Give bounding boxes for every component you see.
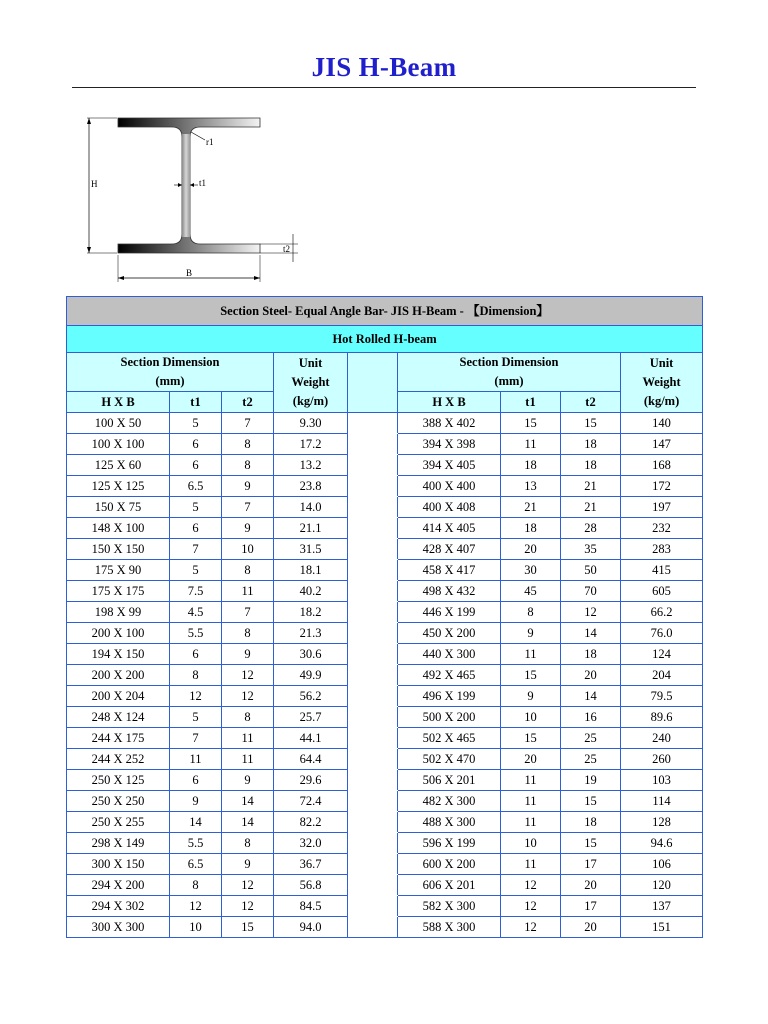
left-t2-cell: 7 (222, 602, 274, 623)
right-t1-cell: 20 (501, 749, 561, 770)
right-weight-cell: 76.0 (621, 623, 703, 644)
right-t2-cell: 20 (561, 875, 621, 896)
right-t2-cell: 15 (561, 833, 621, 854)
left-weight-cell: 44.1 (274, 728, 348, 749)
right-t1-cell: 12 (501, 917, 561, 938)
left-size-cell: 200 X 204 (67, 686, 170, 707)
right-size-cell: 400 X 408 (398, 497, 501, 518)
right-weight-cell: 140 (621, 413, 703, 434)
left-size-cell: 300 X 300 (67, 917, 170, 938)
right-t1-cell: 18 (501, 455, 561, 476)
right-t1-cell: 21 (501, 497, 561, 518)
table-row (67, 581, 703, 602)
table-caption: Section Steel- Equal Angle Bar- JIS H-Beam - 【Dimension】 (67, 297, 703, 326)
right-weight-cell: 172 (621, 476, 703, 497)
left-weight-cell: 29.6 (274, 770, 348, 791)
right-weight-cell: 415 (621, 560, 703, 581)
column-gap (348, 791, 398, 812)
right-size-cell: 498 X 432 (398, 581, 501, 602)
header-gap (348, 353, 398, 413)
left-weight-cell: 94.0 (274, 917, 348, 938)
left-t2-cell: 11 (222, 728, 274, 749)
left-t1-cell: 7 (170, 539, 222, 560)
right-weight-cell: 147 (621, 434, 703, 455)
right-t2-cell: 25 (561, 749, 621, 770)
left-t1-cell: 14 (170, 812, 222, 833)
header-unit-text: Unit (298, 356, 323, 370)
column-gap (348, 581, 398, 602)
header-section-dimension-right (398, 353, 621, 392)
left-t2-cell: 12 (222, 665, 274, 686)
left-t1-cell: 8 (170, 875, 222, 896)
right-size-cell: 482 X 300 (398, 791, 501, 812)
left-size-cell: 125 X 125 (67, 476, 170, 497)
left-t1-cell: 5 (170, 497, 222, 518)
left-size-cell: 150 X 150 (67, 539, 170, 560)
left-size-cell: 150 X 75 (67, 497, 170, 518)
left-t2-cell: 9 (222, 770, 274, 791)
right-weight-cell: 94.6 (621, 833, 703, 854)
right-t1-cell: 45 (501, 581, 561, 602)
right-weight-cell: 283 (621, 539, 703, 560)
left-size-cell: 300 X 150 (67, 854, 170, 875)
right-size-cell: 492 X 465 (398, 665, 501, 686)
left-t1-cell: 6 (170, 455, 222, 476)
right-t1-cell: 15 (501, 728, 561, 749)
column-gap (348, 455, 398, 476)
column-gap (348, 413, 398, 434)
table-row (67, 455, 703, 476)
left-weight-cell: 72.4 (274, 791, 348, 812)
right-t2-cell: 18 (561, 455, 621, 476)
left-size-cell: 194 X 150 (67, 644, 170, 665)
right-t2-cell: 50 (561, 560, 621, 581)
column-gap (348, 728, 398, 749)
h-beam-dimension-table (66, 296, 703, 938)
right-t2-cell: 21 (561, 497, 621, 518)
header-unit-text: Unit (649, 356, 674, 370)
right-weight-cell: 137 (621, 896, 703, 917)
column-gap (348, 875, 398, 896)
right-t2-cell: 14 (561, 623, 621, 644)
table-row (67, 539, 703, 560)
right-t2-cell: 15 (561, 413, 621, 434)
left-weight-cell: 30.6 (274, 644, 348, 665)
left-size-cell: 298 X 149 (67, 833, 170, 854)
right-t1-cell: 30 (501, 560, 561, 581)
right-t1-cell: 18 (501, 518, 561, 539)
left-size-cell: 200 X 100 (67, 623, 170, 644)
left-t2-cell: 9 (222, 854, 274, 875)
header-t1-left: t1 (170, 392, 222, 413)
column-gap (348, 602, 398, 623)
right-t2-cell: 21 (561, 476, 621, 497)
table-row (67, 665, 703, 686)
header-mm-text: (mm) (494, 374, 524, 388)
right-size-cell: 428 X 407 (398, 539, 501, 560)
column-gap (348, 644, 398, 665)
header-kgm-text: (kg/m) (643, 394, 680, 408)
right-t2-cell: 14 (561, 686, 621, 707)
left-weight-cell: 18.2 (274, 602, 348, 623)
left-t2-cell: 9 (222, 476, 274, 497)
left-weight-cell: 18.1 (274, 560, 348, 581)
left-size-cell: 244 X 252 (67, 749, 170, 770)
left-t1-cell: 5.5 (170, 833, 222, 854)
left-t2-cell: 14 (222, 812, 274, 833)
right-weight-cell: 66.2 (621, 602, 703, 623)
left-t2-cell: 10 (222, 539, 274, 560)
left-size-cell: 294 X 200 (67, 875, 170, 896)
table-row (67, 770, 703, 791)
table-row (67, 875, 703, 896)
left-t1-cell: 7.5 (170, 581, 222, 602)
right-t1-cell: 9 (501, 623, 561, 644)
table-row (67, 518, 703, 539)
right-t2-cell: 28 (561, 518, 621, 539)
left-weight-cell: 40.2 (274, 581, 348, 602)
right-size-cell: 388 X 402 (398, 413, 501, 434)
left-t1-cell: 6 (170, 518, 222, 539)
table-row (67, 833, 703, 854)
right-weight-cell: 124 (621, 644, 703, 665)
left-weight-cell: 84.5 (274, 896, 348, 917)
page-title: JIS H-Beam (311, 52, 457, 82)
header-unit-weight-right (621, 353, 703, 413)
right-size-cell: 414 X 405 (398, 518, 501, 539)
table-row (67, 434, 703, 455)
label-t2: t2 (283, 244, 291, 254)
left-t2-cell: 15 (222, 917, 274, 938)
right-t2-cell: 20 (561, 917, 621, 938)
left-t1-cell: 12 (170, 686, 222, 707)
right-weight-cell: 168 (621, 455, 703, 476)
header-section-dimension-text: Section Dimension (120, 355, 220, 369)
right-size-cell: 446 X 199 (398, 602, 501, 623)
left-t1-cell: 6 (170, 644, 222, 665)
right-size-cell: 506 X 201 (398, 770, 501, 791)
right-size-cell: 400 X 400 (398, 476, 501, 497)
right-size-cell: 488 X 300 (398, 812, 501, 833)
left-t2-cell: 11 (222, 581, 274, 602)
left-size-cell: 100 X 100 (67, 434, 170, 455)
beam-web (182, 134, 190, 237)
column-gap (348, 833, 398, 854)
right-t2-cell: 18 (561, 434, 621, 455)
left-size-cell: 175 X 175 (67, 581, 170, 602)
left-weight-cell: 31.5 (274, 539, 348, 560)
left-t2-cell: 12 (222, 875, 274, 896)
right-t2-cell: 19 (561, 770, 621, 791)
column-gap (348, 476, 398, 497)
left-size-cell: 198 X 99 (67, 602, 170, 623)
column-gap (348, 434, 398, 455)
column-gap (348, 854, 398, 875)
left-weight-cell: 9.30 (274, 413, 348, 434)
right-weight-cell: 204 (621, 665, 703, 686)
left-t1-cell: 5 (170, 707, 222, 728)
right-weight-cell: 106 (621, 854, 703, 875)
right-t1-cell: 15 (501, 413, 561, 434)
table-row (67, 623, 703, 644)
column-gap (348, 686, 398, 707)
left-weight-cell: 56.2 (274, 686, 348, 707)
left-weight-cell: 82.2 (274, 812, 348, 833)
left-t2-cell: 8 (222, 707, 274, 728)
left-size-cell: 125 X 60 (67, 455, 170, 476)
column-gap (348, 665, 398, 686)
left-t2-cell: 9 (222, 644, 274, 665)
right-size-cell: 596 X 199 (398, 833, 501, 854)
right-weight-cell: 103 (621, 770, 703, 791)
right-size-cell: 394 X 405 (398, 455, 501, 476)
right-t1-cell: 12 (501, 896, 561, 917)
left-t2-cell: 8 (222, 560, 274, 581)
title-divider (72, 87, 696, 88)
left-t2-cell: 12 (222, 686, 274, 707)
column-gap (348, 896, 398, 917)
left-t2-cell: 7 (222, 497, 274, 518)
table-row (67, 686, 703, 707)
right-weight-cell: 120 (621, 875, 703, 896)
right-weight-cell: 197 (621, 497, 703, 518)
left-t2-cell: 8 (222, 623, 274, 644)
left-weight-cell: 21.3 (274, 623, 348, 644)
right-size-cell: 458 X 417 (398, 560, 501, 581)
left-weight-cell: 21.1 (274, 518, 348, 539)
header-t2-left: t2 (222, 392, 274, 413)
column-gap (348, 812, 398, 833)
table-row (67, 413, 703, 434)
right-t1-cell: 12 (501, 875, 561, 896)
left-t1-cell: 6 (170, 770, 222, 791)
right-weight-cell: 128 (621, 812, 703, 833)
left-weight-cell: 49.9 (274, 665, 348, 686)
left-size-cell: 148 X 100 (67, 518, 170, 539)
right-t1-cell: 11 (501, 644, 561, 665)
right-weight-cell: 114 (621, 791, 703, 812)
left-weight-cell: 17.2 (274, 434, 348, 455)
left-size-cell: 200 X 200 (67, 665, 170, 686)
left-size-cell: 250 X 255 (67, 812, 170, 833)
right-t1-cell: 11 (501, 791, 561, 812)
right-t1-cell: 8 (501, 602, 561, 623)
right-t1-cell: 11 (501, 854, 561, 875)
header-t2-right: t2 (561, 392, 621, 413)
table-subcaption: Hot Rolled H-beam (67, 326, 703, 353)
left-t1-cell: 5 (170, 413, 222, 434)
left-size-cell: 250 X 250 (67, 791, 170, 812)
table-row (67, 854, 703, 875)
left-t1-cell: 5 (170, 560, 222, 581)
right-size-cell: 496 X 199 (398, 686, 501, 707)
left-t1-cell: 11 (170, 749, 222, 770)
right-t2-cell: 18 (561, 644, 621, 665)
table-row (67, 602, 703, 623)
label-r1: r1 (206, 137, 214, 147)
right-size-cell: 502 X 470 (398, 749, 501, 770)
column-gap (348, 518, 398, 539)
right-t1-cell: 20 (501, 539, 561, 560)
column-gap (348, 497, 398, 518)
table-row (67, 791, 703, 812)
left-t1-cell: 8 (170, 665, 222, 686)
right-t2-cell: 12 (561, 602, 621, 623)
label-h: H (91, 179, 98, 189)
header-mm-text: (mm) (155, 374, 185, 388)
right-t1-cell: 10 (501, 833, 561, 854)
left-t1-cell: 7 (170, 728, 222, 749)
right-t1-cell: 10 (501, 707, 561, 728)
left-weight-cell: 64.4 (274, 749, 348, 770)
right-t2-cell: 17 (561, 854, 621, 875)
right-t2-cell: 16 (561, 707, 621, 728)
left-weight-cell: 14.0 (274, 497, 348, 518)
right-size-cell: 600 X 200 (398, 854, 501, 875)
right-size-cell: 588 X 300 (398, 917, 501, 938)
table-row (67, 644, 703, 665)
right-t1-cell: 11 (501, 770, 561, 791)
left-weight-cell: 13.2 (274, 455, 348, 476)
header-section-dimension-left (67, 353, 274, 392)
column-gap (348, 560, 398, 581)
right-size-cell: 606 X 201 (398, 875, 501, 896)
header-unit-weight-left (274, 353, 348, 413)
left-weight-cell: 36.7 (274, 854, 348, 875)
column-gap (348, 707, 398, 728)
label-t1: t1 (199, 178, 207, 188)
header-t1-right: t1 (501, 392, 561, 413)
left-t1-cell: 5.5 (170, 623, 222, 644)
table-row (67, 707, 703, 728)
left-size-cell: 248 X 124 (67, 707, 170, 728)
left-t2-cell: 12 (222, 896, 274, 917)
header-section-dimension-text: Section Dimension (459, 355, 559, 369)
right-weight-cell: 232 (621, 518, 703, 539)
h-beam-diagram (84, 112, 304, 287)
table-row (67, 896, 703, 917)
header-weight-text: Weight (642, 375, 681, 389)
left-size-cell: 250 X 125 (67, 770, 170, 791)
right-t1-cell: 9 (501, 686, 561, 707)
label-b: B (186, 268, 193, 278)
right-t1-cell: 11 (501, 434, 561, 455)
right-t1-cell: 11 (501, 812, 561, 833)
right-size-cell: 502 X 465 (398, 728, 501, 749)
column-gap (348, 917, 398, 938)
table-row (67, 497, 703, 518)
left-weight-cell: 25.7 (274, 707, 348, 728)
right-weight-cell: 151 (621, 917, 703, 938)
right-size-cell: 450 X 200 (398, 623, 501, 644)
left-t2-cell: 9 (222, 518, 274, 539)
left-t2-cell: 11 (222, 749, 274, 770)
right-size-cell: 500 X 200 (398, 707, 501, 728)
right-t2-cell: 15 (561, 791, 621, 812)
table-row (67, 812, 703, 833)
left-t1-cell: 6 (170, 434, 222, 455)
left-size-cell: 100 X 50 (67, 413, 170, 434)
header-weight-text: Weight (291, 375, 330, 389)
right-t1-cell: 15 (501, 665, 561, 686)
header-kgm-text: (kg/m) (292, 394, 329, 408)
column-gap (348, 539, 398, 560)
left-size-cell: 244 X 175 (67, 728, 170, 749)
header-hxb-left: H X B (67, 392, 170, 413)
left-t1-cell: 10 (170, 917, 222, 938)
header-hxb-right: H X B (398, 392, 501, 413)
right-weight-cell: 240 (621, 728, 703, 749)
column-gap (348, 770, 398, 791)
right-weight-cell: 260 (621, 749, 703, 770)
table-row (67, 728, 703, 749)
right-size-cell: 440 X 300 (398, 644, 501, 665)
right-weight-cell: 89.6 (621, 707, 703, 728)
left-weight-cell: 23.8 (274, 476, 348, 497)
right-weight-cell: 79.5 (621, 686, 703, 707)
left-size-cell: 294 X 302 (67, 896, 170, 917)
left-t1-cell: 4.5 (170, 602, 222, 623)
left-t1-cell: 9 (170, 791, 222, 812)
right-t2-cell: 20 (561, 665, 621, 686)
right-size-cell: 394 X 398 (398, 434, 501, 455)
left-t1-cell: 6.5 (170, 854, 222, 875)
column-gap (348, 623, 398, 644)
right-t2-cell: 25 (561, 728, 621, 749)
left-weight-cell: 56.8 (274, 875, 348, 896)
right-t2-cell: 17 (561, 896, 621, 917)
right-weight-cell: 605 (621, 581, 703, 602)
right-t2-cell: 70 (561, 581, 621, 602)
left-t2-cell: 14 (222, 791, 274, 812)
left-t2-cell: 8 (222, 434, 274, 455)
right-t1-cell: 13 (501, 476, 561, 497)
left-t1-cell: 12 (170, 896, 222, 917)
table-row (67, 560, 703, 581)
left-weight-cell: 32.0 (274, 833, 348, 854)
table-row (67, 749, 703, 770)
table-row (67, 917, 703, 938)
left-t1-cell: 6.5 (170, 476, 222, 497)
left-t2-cell: 8 (222, 455, 274, 476)
left-t2-cell: 8 (222, 833, 274, 854)
column-gap (348, 749, 398, 770)
right-t2-cell: 35 (561, 539, 621, 560)
left-size-cell: 175 X 90 (67, 560, 170, 581)
right-size-cell: 582 X 300 (398, 896, 501, 917)
left-t2-cell: 7 (222, 413, 274, 434)
right-t2-cell: 18 (561, 812, 621, 833)
table-row (67, 476, 703, 497)
